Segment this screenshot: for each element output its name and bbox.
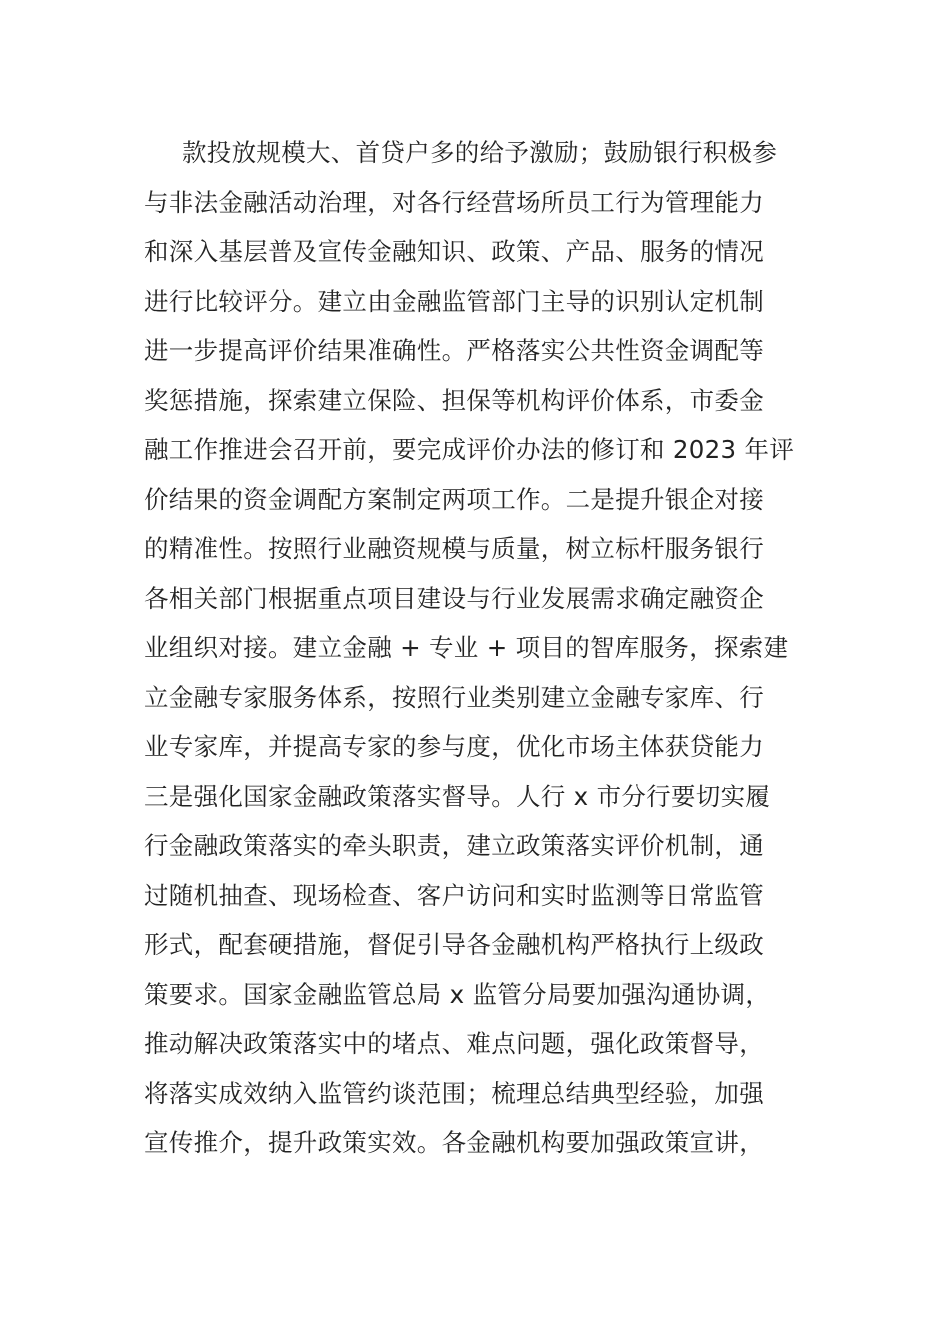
text-line: 奖惩措施，探索建立保险、担保等机构评价体系，市委金 xyxy=(144,385,764,415)
text-line: 策要求。国家金融监管总局 x 监管分局要加强沟通协调， xyxy=(144,979,771,1009)
text-line: 各相关部门根据重点项目建设与行业发展需求确定融资企 xyxy=(144,583,764,613)
text-line: 立金融专家服务体系，按照行业类别建立金融专家库、行 xyxy=(144,682,764,712)
text-line: 款投放规模大、首贷户多的给予激励；鼓励银行积极参 xyxy=(182,138,778,167)
text-line: 三是强化国家金融政策落实督导。人行 x 市分行要切实履 xyxy=(144,781,771,811)
text-line: 价结果的资金调配方案制定两项工作。二是提升银企对接 xyxy=(144,484,764,514)
text-line: 进行比较评分。建立由金融监管部门主导的识别认定机制 xyxy=(144,286,764,316)
text-line: 和深入基层普及宣传金融知识、政策、产品、服务的情况 xyxy=(144,237,764,266)
body-text xyxy=(144,128,816,1168)
text-line: 业组织对接。建立金融 + 专业 + 项目的智库服务，探索建 xyxy=(144,633,789,662)
text-line: 融工作推进会召开前，要完成评价办法的修订和 2023 年评 xyxy=(144,435,795,464)
text-line: 将落实成效纳入监管约谈范围；梳理总结典型经验，加强 xyxy=(144,1078,764,1108)
text-line: 过随机抽查、现场检查、客户访问和实时监测等日常监管 xyxy=(144,880,764,910)
text-line: 的精准性。按照行业融资规模与质量，树立标杆服务银行 xyxy=(144,534,764,563)
text-line: 宣传推介，提升政策实效。各金融机构要加强政策宣讲， xyxy=(144,1128,764,1157)
text-line: 行金融政策落实的牵头职责，建立政策落实评价机制，通 xyxy=(144,831,764,860)
text-line: 形式，配套硬措施，督促引导各金融机构严格执行上级政 xyxy=(144,930,764,959)
text-line: 业专家库，并提高专家的参与度，优化市场主体获贷能力 xyxy=(144,732,764,761)
text-line: 进一步提高评价结果准确性。严格落实公共性资金调配等 xyxy=(144,336,764,365)
text-line: 与非法金融活动治理，对各行经营场所员工行为管理能力 xyxy=(144,187,764,217)
text-line: 推动解决政策落实中的堵点、难点问题，强化政策督导， xyxy=(144,1029,764,1058)
